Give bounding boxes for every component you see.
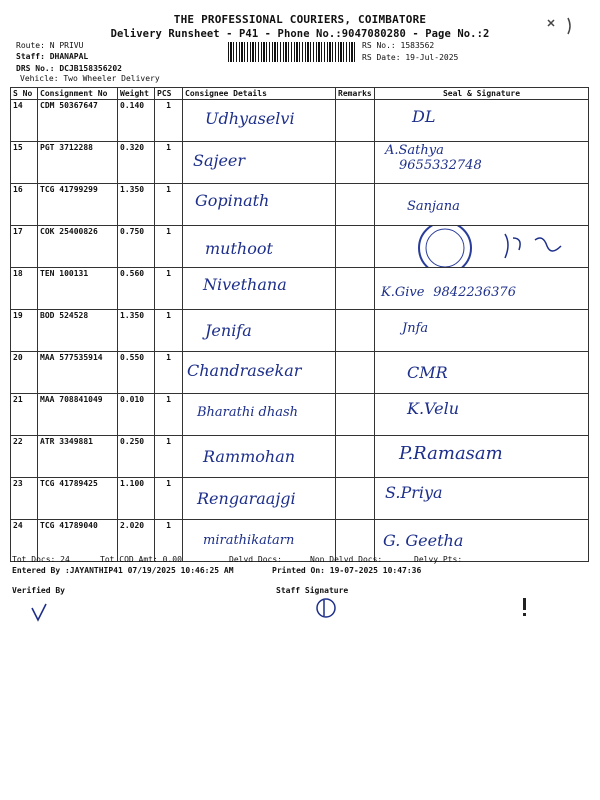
signature: DL xyxy=(412,107,436,126)
rs-number: RS No.: 1583562 xyxy=(362,41,435,50)
row-remarks xyxy=(336,310,375,352)
row-consignment: MAA 708841049 xyxy=(38,394,118,436)
row-consignee xyxy=(183,478,336,520)
consignee-handwriting: muthoot xyxy=(205,239,273,258)
row-weight: 0.560 xyxy=(118,268,155,310)
row-signature xyxy=(375,310,589,352)
table-row xyxy=(11,184,589,226)
row-weight: 1.350 xyxy=(118,184,155,226)
signature: Jnfa xyxy=(402,321,429,336)
signature: K.Velu xyxy=(407,399,460,418)
col-pcs: PCS xyxy=(155,88,183,100)
row-weight: 0.750 xyxy=(118,226,155,268)
row-sno: 16 xyxy=(11,184,38,226)
row-consignee xyxy=(183,394,336,436)
row-sno: 19 xyxy=(11,310,38,352)
row-signature xyxy=(375,352,589,394)
signature: G. Geetha xyxy=(383,531,464,550)
row-signature xyxy=(375,436,589,478)
total-docs: Tot Docs: 24 xyxy=(12,555,70,564)
row-sno: 15 xyxy=(11,142,38,184)
row-sno: 24 xyxy=(11,520,38,562)
row-sno: 17 xyxy=(11,226,38,268)
row-sno: 20 xyxy=(11,352,38,394)
margin-mark-icon xyxy=(518,596,532,620)
row-pcs: 1 xyxy=(155,226,183,268)
row-consignee xyxy=(183,184,336,226)
row-weight: 1.100 xyxy=(118,478,155,520)
table-row xyxy=(11,436,589,478)
row-consignment: BOD 524528 xyxy=(38,310,118,352)
row-pcs: 1 xyxy=(155,100,183,142)
page-subtitle: Delivery Runsheet - P41 - Phone No.:9047080280 - Page No.:2 xyxy=(110,28,490,40)
consignee-handwriting: Nivethana xyxy=(203,275,287,294)
table-row xyxy=(11,226,589,268)
row-remarks xyxy=(336,268,375,310)
staff-signature-mark-icon xyxy=(312,594,342,624)
row-signature xyxy=(375,142,589,184)
row-remarks xyxy=(336,478,375,520)
col-remarks: Remarks xyxy=(336,88,375,100)
row-consignee xyxy=(183,310,336,352)
row-pcs: 1 xyxy=(155,478,183,520)
row-remarks xyxy=(336,184,375,226)
table-row xyxy=(11,478,589,520)
non-delivered-docs: Non Delvd Docs: xyxy=(310,555,383,564)
row-weight: 1.350 xyxy=(118,310,155,352)
vehicle-text: Vehicle: Two Wheeler Delivery xyxy=(20,74,160,83)
row-pcs: 1 xyxy=(155,268,183,310)
row-remarks xyxy=(336,394,375,436)
entered-by: Entered By :JAYANTHIP41 07/19/2025 10:46:25 AM xyxy=(12,566,234,575)
signature: P.Ramasam xyxy=(399,443,503,464)
delivered-docs: Delvd Docs: xyxy=(229,555,282,564)
row-weight: 0.140 xyxy=(118,100,155,142)
row-pcs: 1 xyxy=(155,520,183,562)
row-consignee xyxy=(183,436,336,478)
row-remarks xyxy=(336,226,375,268)
consignee-handwriting: Gopinath xyxy=(195,191,270,210)
row-pcs: 1 xyxy=(155,310,183,352)
consignee-handwriting: Chandrasekar xyxy=(187,361,302,380)
row-pcs: 1 xyxy=(155,436,183,478)
col-weight: Weight xyxy=(118,88,155,100)
row-weight: 2.020 xyxy=(118,520,155,562)
consignee-handwriting: mirathikatarn xyxy=(203,533,295,548)
table-row xyxy=(11,520,589,562)
row-signature xyxy=(375,268,589,310)
staff-signature-label: Staff Signature xyxy=(276,586,349,595)
row-weight: 0.010 xyxy=(118,394,155,436)
table-header-row xyxy=(11,88,589,100)
consignee-handwriting: Sajeer xyxy=(193,151,246,170)
drs-number: DRS No.: DCJB158356202 xyxy=(16,64,122,73)
table-row xyxy=(11,142,589,184)
barcode xyxy=(228,42,356,62)
table-row xyxy=(11,268,589,310)
seal-stamp-icon xyxy=(405,226,585,268)
row-consignee xyxy=(183,100,336,142)
signature: K.Give xyxy=(381,285,425,300)
verified-checkmark-icon xyxy=(28,598,58,628)
table-row xyxy=(11,100,589,142)
row-consignment: COK 25400826 xyxy=(38,226,118,268)
row-consignee xyxy=(183,352,336,394)
row-consignee xyxy=(183,142,336,184)
row-signature xyxy=(375,184,589,226)
staff-text: Staff: DHANAPAL xyxy=(16,52,89,61)
printed-on: Printed On: 19-07-2025 10:47:36 xyxy=(272,566,422,575)
row-remarks xyxy=(336,436,375,478)
runsheet-table xyxy=(10,87,589,562)
col-sno: S No xyxy=(11,88,38,100)
row-signature xyxy=(375,100,589,142)
row-sno: 21 xyxy=(11,394,38,436)
row-weight: 0.550 xyxy=(118,352,155,394)
row-consignment: CDM 50367647 xyxy=(38,100,118,142)
row-consignment: ATR 3349881 xyxy=(38,436,118,478)
row-pcs: 1 xyxy=(155,394,183,436)
signature: A.Sathya xyxy=(385,143,444,158)
consignee-handwriting: Bharathi dhash xyxy=(197,405,299,420)
total-cod-amount: Tot COD Amt: 0.00 xyxy=(100,555,182,564)
row-remarks xyxy=(336,100,375,142)
row-consignment: TCG 41799299 xyxy=(38,184,118,226)
row-consignment: MAA 577535914 xyxy=(38,352,118,394)
row-signature xyxy=(375,478,589,520)
table-row xyxy=(11,310,589,352)
row-remarks xyxy=(336,142,375,184)
corner-mark-icon xyxy=(540,12,580,42)
signature-phone: 9842236376 xyxy=(433,285,516,300)
row-consignment: PGT 3712288 xyxy=(38,142,118,184)
signature: Sanjana xyxy=(407,199,460,214)
verified-by-label: Verified By xyxy=(12,586,65,595)
row-pcs: 1 xyxy=(155,352,183,394)
row-pcs: 1 xyxy=(155,142,183,184)
route-text: Route: N PRIVU xyxy=(16,41,84,50)
page-title: THE PROFESSIONAL COURIERS, COIMBATORE xyxy=(173,13,427,26)
table-row xyxy=(11,352,589,394)
row-signature xyxy=(375,394,589,436)
row-consignment: TEN 100131 xyxy=(38,268,118,310)
signature: CMR xyxy=(407,363,448,382)
row-consignment: TCG 41789425 xyxy=(38,478,118,520)
col-seal-signature: Seal & Signature xyxy=(375,88,589,100)
rs-date: RS Date: 19-Jul-2025 xyxy=(362,53,459,62)
consignee-handwriting: Jenifa xyxy=(205,321,252,340)
delivery-points: Delvy Pts: xyxy=(414,555,463,564)
row-consignment: TCG 41789040 xyxy=(38,520,118,562)
row-pcs: 1 xyxy=(155,184,183,226)
row-remarks xyxy=(336,352,375,394)
table-row xyxy=(11,394,589,436)
row-weight: 0.250 xyxy=(118,436,155,478)
row-sno: 18 xyxy=(11,268,38,310)
consignee-handwriting: Udhyaselvi xyxy=(205,109,295,128)
consignee-handwriting: Rammohan xyxy=(203,447,296,466)
row-sno: 23 xyxy=(11,478,38,520)
row-signature xyxy=(375,226,589,268)
row-weight: 0.320 xyxy=(118,142,155,184)
consignee-handwriting: Rengaraajgi xyxy=(197,489,296,508)
signature-phone: 9655332748 xyxy=(399,158,482,173)
row-sno: 22 xyxy=(11,436,38,478)
col-consignment: Consignment No xyxy=(38,88,118,100)
row-consignee xyxy=(183,268,336,310)
row-sno: 14 xyxy=(11,100,38,142)
signature: S.Priya xyxy=(385,483,443,502)
row-signature xyxy=(375,520,589,562)
col-consignee: Consignee Details xyxy=(183,88,336,100)
row-consignee xyxy=(183,226,336,268)
